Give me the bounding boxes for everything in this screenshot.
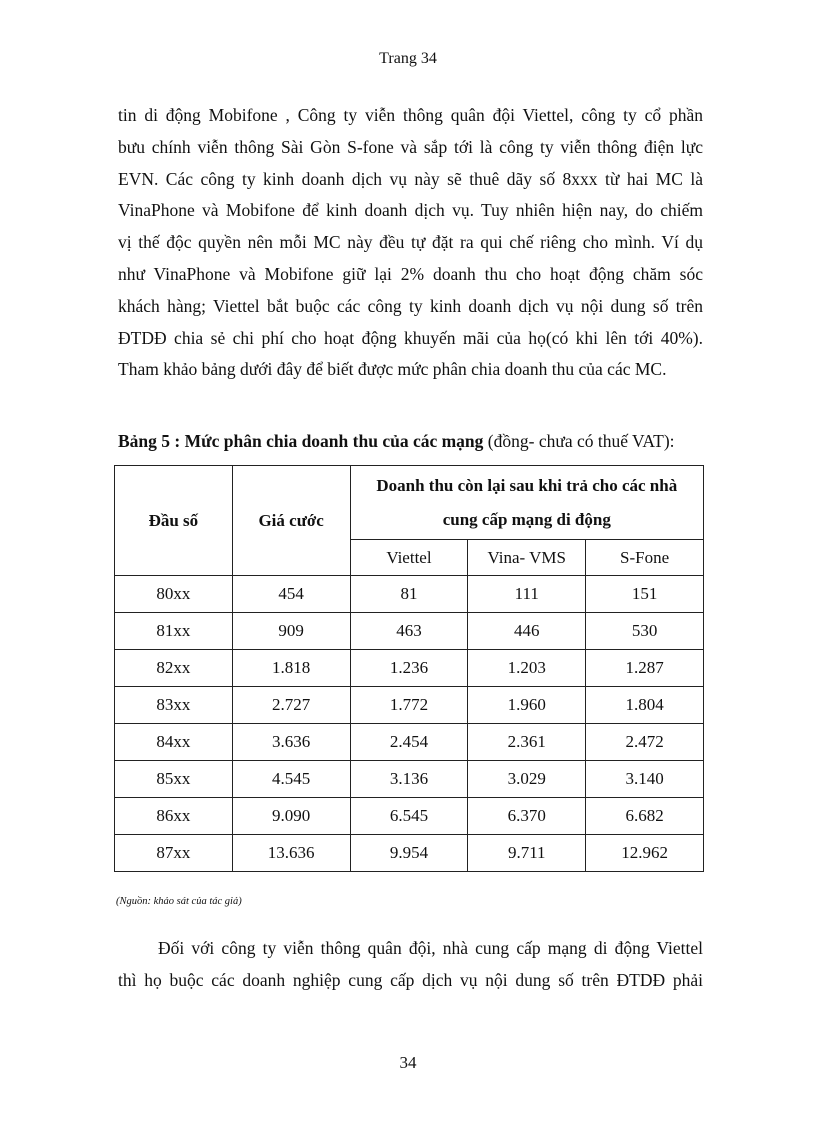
header-vina-vms: Vina- VMS [468,540,586,576]
table-row [115,761,704,798]
cell-sfone: 6.682 [586,798,704,835]
cell-sfone: 1.287 [586,650,704,687]
header-s-fone: S-Fone [586,540,704,576]
cell-sfone: 3.140 [586,761,704,798]
paragraph-2 [118,933,703,997]
cell-price: 909 [232,613,350,650]
text-line: bưu chính viễn thông Sài Gòn S-fone và sắp tới là công ty viễn thông điện lực [118,136,703,157]
table-row [115,576,704,613]
revenue-share-table [114,465,704,872]
cell-viettel: 2.454 [350,724,468,761]
header-remaining-revenue [350,466,703,540]
cell-viettel: 1.236 [350,650,468,687]
table-caption-note: (đồng- chưa có thuế VAT): [483,431,675,451]
cell-price: 1.818 [232,650,350,687]
cell-prefix: 86xx [115,798,233,835]
cell-sfone: 151 [586,576,704,613]
text-line: tin di động Mobifone , Công ty viễn thông quân đội Viettel, công ty cổ phần [118,105,703,125]
text-line: EVN. Các công ty kinh doanh dịch vụ này sẽ thuê dãy số 8xxx từ hai MC là [118,168,703,189]
cell-price: 2.727 [232,687,350,724]
text-line: Đối với công ty viễn thông quân đội, nhà cung cấp mạng di động Viettel [158,938,703,958]
header-price: Giá cước [232,466,350,576]
cell-vinavms: 3.029 [468,761,586,798]
cell-viettel: 9.954 [350,835,468,872]
cell-vinavms: 2.361 [468,724,586,761]
cell-vinavms: 1.960 [468,687,586,724]
cell-sfone: 12.962 [586,835,704,872]
page-number: 34 [399,1053,417,1072]
cell-viettel: 6.545 [350,798,468,835]
cell-prefix: 87xx [115,835,233,872]
text-line: Tham khảo bảng dưới đây để biết được mức phân chia doanh thu của các MC. [118,359,667,380]
cell-sfone: 530 [586,613,704,650]
table-caption-title: Bảng 5 : Mức phân chia doanh thu của các mạng [118,431,484,451]
cell-price: 4.545 [232,761,350,798]
cell-vinavms: 9.711 [468,835,586,872]
table-caption [118,431,718,452]
header-group-line-1: Doanh thu còn lại sau khi trả cho các nhà [376,475,678,495]
table-row [115,724,704,761]
header-viettel: Viettel [350,540,468,576]
header-prefix: Đầu số [115,466,233,576]
text-line: vị thế độc quyền nên mỗi MC này đều tự đặt ra qui chế riêng cho mình. Ví dụ [118,232,703,253]
cell-prefix: 80xx [115,576,233,613]
cell-viettel: 81 [350,576,468,613]
cell-vinavms: 111 [468,576,586,613]
text-line: như VinaPhone và Mobifone giữ lại 2% doanh thu cho hoạt động chăm sóc [118,263,703,284]
cell-price: 3.636 [232,724,350,761]
table-row [115,650,704,687]
text-line: khách hàng; Viettel bắt buộc các công ty kinh doanh dịch vụ nội dung số trên [118,295,703,316]
source-note: (Nguồn: khảo sát của tác giả) [116,896,242,907]
cell-vinavms: 446 [468,613,586,650]
cell-price: 13.636 [232,835,350,872]
cell-price: 454 [232,576,350,613]
header-group-line-2: cung cấp mạng di động [442,509,611,529]
cell-sfone: 1.804 [586,687,704,724]
cell-viettel: 463 [350,613,468,650]
paragraph-1 [118,100,703,386]
cell-price: 9.090 [232,798,350,835]
cell-prefix: 82xx [115,650,233,687]
cell-prefix: 83xx [115,687,233,724]
text-line: VinaPhone và Mobifone để kinh doanh dịch vụ. Tuy nhiên hiện nay, do chiếm [118,200,703,221]
table-row [115,687,704,724]
cell-viettel: 3.136 [350,761,468,798]
cell-prefix: 84xx [115,724,233,761]
cell-prefix: 85xx [115,761,233,798]
table-body [115,576,704,872]
text-line: ĐTDĐ chia sẻ chi phí cho hoạt động khuyến mãi của họ(có khi lên tới 40%). [118,327,703,348]
table-row [115,835,704,872]
table-row [115,798,704,835]
page-header: Trang 34 [379,50,437,67]
cell-viettel: 1.772 [350,687,468,724]
cell-vinavms: 1.203 [468,650,586,687]
cell-sfone: 2.472 [586,724,704,761]
text-line: thì họ buộc các doanh nghiệp cung cấp dịch vụ nội dung số trên ĐTDĐ phải [118,969,703,990]
cell-vinavms: 6.370 [468,798,586,835]
table-row [115,613,704,650]
cell-prefix: 81xx [115,613,233,650]
